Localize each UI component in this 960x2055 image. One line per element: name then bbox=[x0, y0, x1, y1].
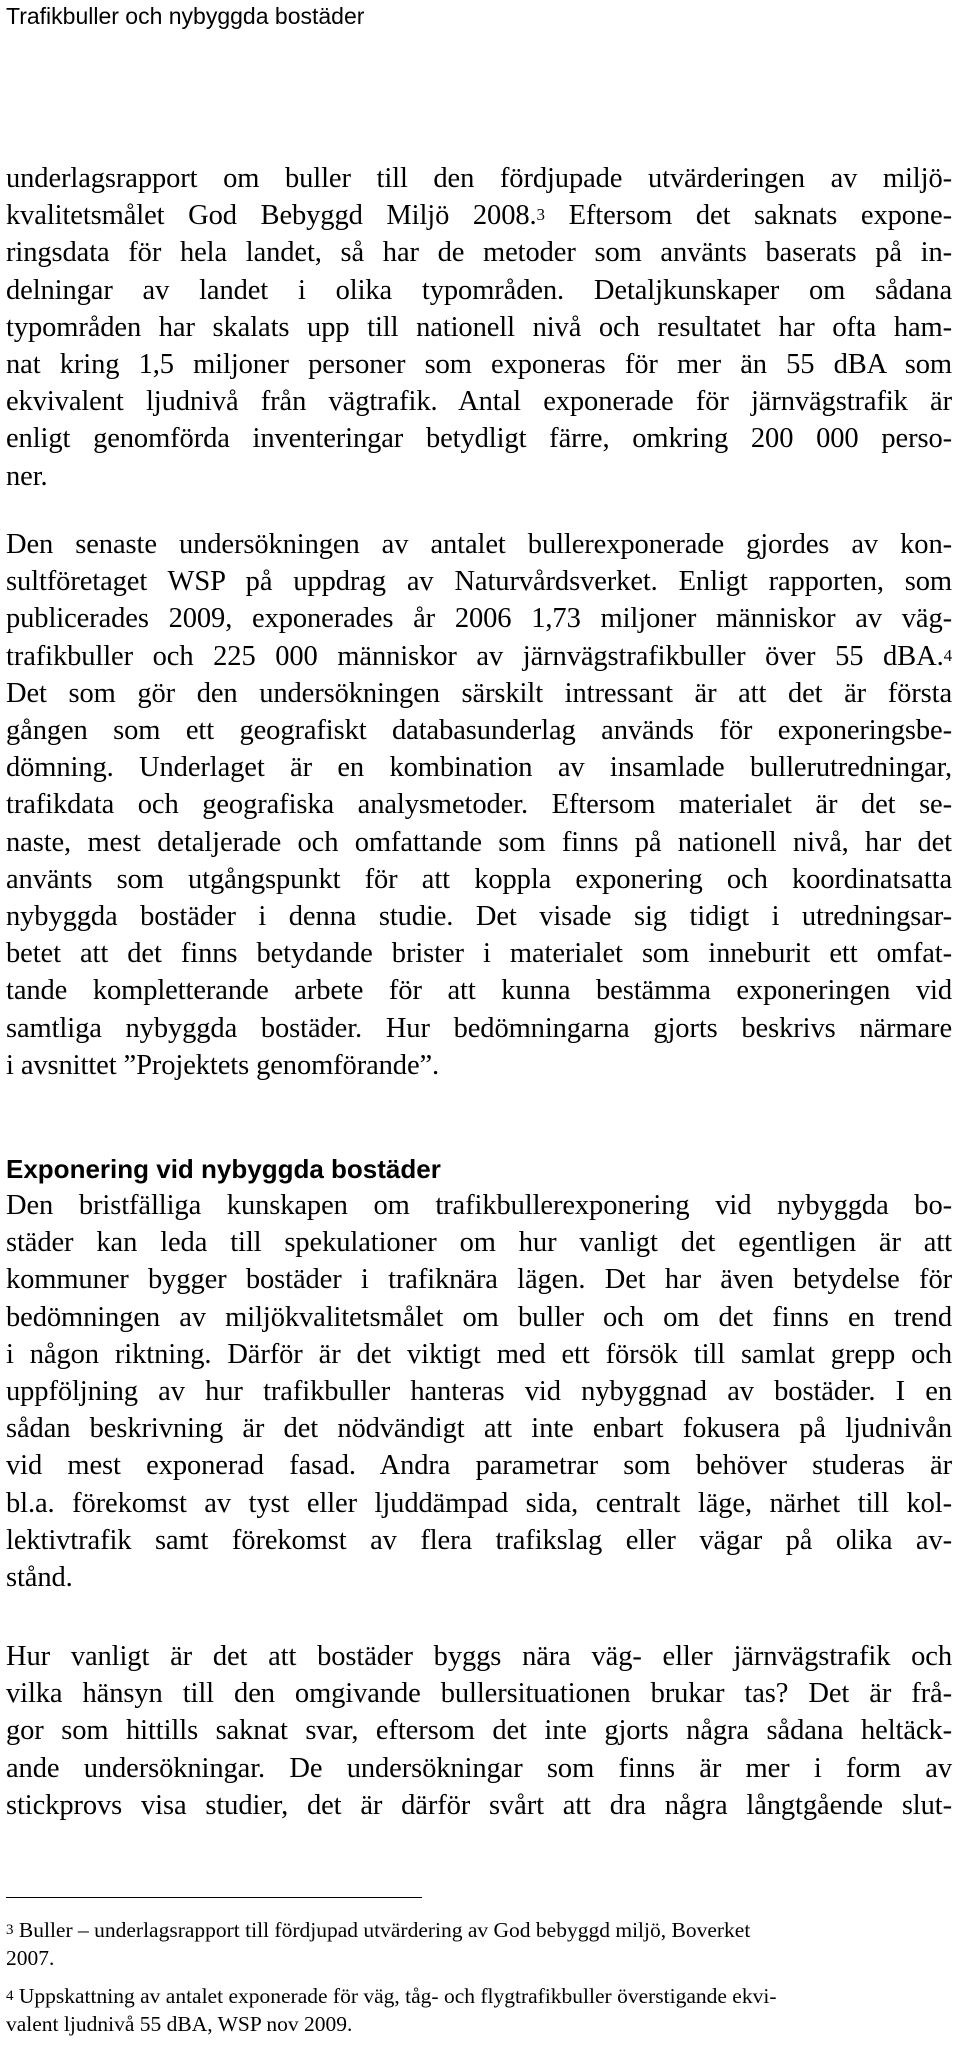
text-line: kvalitetsmålet God Bebyggd Miljö 2008.$^3$ Eftersom det saknats expone- bbox=[6, 200, 952, 232]
text-line: nat kring 1,5 miljoner personer som exponeras för mer än 55 dBA som bbox=[6, 349, 952, 381]
text-line: i någon riktning. Därför är det viktigt med ett försök till samlat grepp och bbox=[6, 1338, 952, 1370]
footnote-divider bbox=[6, 1897, 422, 1898]
text-line: sultföretaget WSP på uppdrag av Naturvårdsverket. Enligt rapporten, som bbox=[6, 566, 952, 598]
text-line: ande undersökningar. De undersökningar som finns är mer i form av bbox=[6, 1752, 952, 1784]
paragraph-2 bbox=[6, 526, 952, 1084]
text-line: Den senaste undersökningen av antalet bullerexponerade gjordes av kon- bbox=[6, 529, 952, 560]
text-line: nybyggda bostäder i denna studie. Det visade sig tidigt i utredningsar- bbox=[6, 901, 952, 933]
text-line: enligt genomförda inventeringar betydligt färre, omkring 200 000 perso- bbox=[6, 423, 952, 455]
text-line: i avsnittet ”Projektets genomförande”. bbox=[6, 1049, 440, 1081]
text-line: typområden har skalats upp till nationell nivå och resultatet har ofta ham- bbox=[6, 311, 952, 343]
text-line: ekvivalent ljudnivå från vägtrafik. Antal exponerade för järnvägstrafik är bbox=[6, 386, 952, 418]
text-line: bedömningen av miljökvalitetsmålet om buller och om det finns en trend bbox=[6, 1301, 952, 1333]
footnote-ref-4[interactable]: 4 bbox=[943, 645, 952, 665]
text-line: underlagsrapport om buller till den fördjupade utvärderingen av miljö- bbox=[6, 163, 952, 194]
text-line: samtliga nybyggda bostäder. Hur bedömningarna gjorts beskrivs närmare bbox=[6, 1012, 952, 1044]
footnote-line: valent ljudnivå 55 dBA, WSP nov 2009. bbox=[6, 2012, 353, 2036]
footnote-line: 2007. bbox=[6, 1946, 55, 1970]
text-line: betet att det finns betydande brister i materialet som inneburit ett omfat- bbox=[6, 938, 952, 970]
paragraph-4 bbox=[6, 1638, 952, 1824]
footnote-number: 4 bbox=[6, 1988, 14, 2004]
text-line: Hur vanligt är det att bostäder byggs nära väg- eller järnvägstrafik och bbox=[6, 1641, 952, 1672]
text-line: Det som gör den undersökningen särskilt intressant är att det är första bbox=[6, 677, 952, 709]
footnote-ref-3[interactable]: 3 bbox=[536, 205, 545, 225]
section-heading: Exponering vid nybyggda bostäder bbox=[6, 1154, 441, 1184]
paragraph-3 bbox=[6, 1187, 952, 1596]
footnote-3 bbox=[6, 1916, 952, 1972]
text-line: gången som ett geografiskt databasunderlag används för exponeringsbe- bbox=[6, 715, 952, 747]
text-line: publicerades 2009, exponerades år 2006 1,73 miljoner människor av väg- bbox=[6, 603, 952, 635]
footnote-line: $^4$ Uppskattning av antalet exponerade för väg, tåg- och flygtrafikbuller överstigande ekvi- bbox=[6, 1984, 777, 2008]
text-line: vid mest exponerad fasad. Andra parametrar som behöver studeras är bbox=[6, 1450, 952, 1482]
text-line: delningar av landet i olika typområden. Detaljkunskaper om sådana bbox=[6, 274, 952, 306]
text-line: kommuner bygger bostäder i trafiknära lägen. Det har även betydelse för bbox=[6, 1264, 952, 1296]
text-line: ringsdata för hela landet, så har de metoder som använts baserats på in- bbox=[6, 237, 952, 269]
text-line: Den bristfälliga kunskapen om trafikbullerexponering vid nybyggda bo- bbox=[6, 1190, 952, 1221]
text-line: använts som utgångspunkt för att koppla exponering och koordinatsatta bbox=[6, 863, 952, 895]
text-line: sådan beskrivning är det nödvändigt att inte enbart fokusera på ljudnivån bbox=[6, 1413, 952, 1445]
text-line: ner. bbox=[6, 460, 48, 492]
footnote-number: 3 bbox=[6, 1922, 14, 1938]
running-header: Trafikbuller och nybyggda bostäder bbox=[6, 3, 365, 29]
text-line: gor som hittills saknat svar, eftersom det inte gjorts några sådana heltäck- bbox=[6, 1715, 952, 1747]
text-line: stickprovs visa studier, det är därför svårt att dra några långtgående slut- bbox=[6, 1789, 952, 1821]
text-line: trafikdata och geografiska analysmetoder. Eftersom materialet är det se- bbox=[6, 789, 952, 821]
text-line: trafikbuller och 225 000 människor av järnvägstrafikbuller över 55 dBA.$^4$ bbox=[6, 640, 952, 672]
text-line: dömning. Underlaget är en kombination av insamlade bullerutredningar, bbox=[6, 752, 952, 784]
footnote-4 bbox=[6, 1982, 952, 2038]
text-line: naste, mest detaljerade och omfattande som finns på nationell nivå, har det bbox=[6, 826, 952, 858]
text-line: stånd. bbox=[6, 1562, 73, 1594]
text-line: tande kompletterande arbete för att kunna bestämma exponeringen vid bbox=[6, 975, 952, 1007]
text-line: uppföljning av hur trafikbuller hanteras vid nybyggnad av bostäder. I en bbox=[6, 1376, 952, 1408]
text-line: vilka hänsyn till den omgivande bullersituationen brukar tas? Det är frå- bbox=[6, 1678, 952, 1710]
footnote-line: $^3$ Buller – underlagsrapport till fördjupad utvärdering av God bebyggd miljö, Boverket bbox=[6, 1918, 751, 1942]
paragraph-1 bbox=[6, 160, 952, 495]
text-line: bl.a. förekomst av tyst eller ljuddämpad sida, centralt läge, närhet till kol- bbox=[6, 1487, 952, 1519]
text-line: lektivtrafik samt förekomst av flera trafikslag eller vägar på olika av- bbox=[6, 1524, 952, 1556]
text-line: städer kan leda till spekulationer om hur vanligt det egentligen är att bbox=[6, 1227, 952, 1259]
